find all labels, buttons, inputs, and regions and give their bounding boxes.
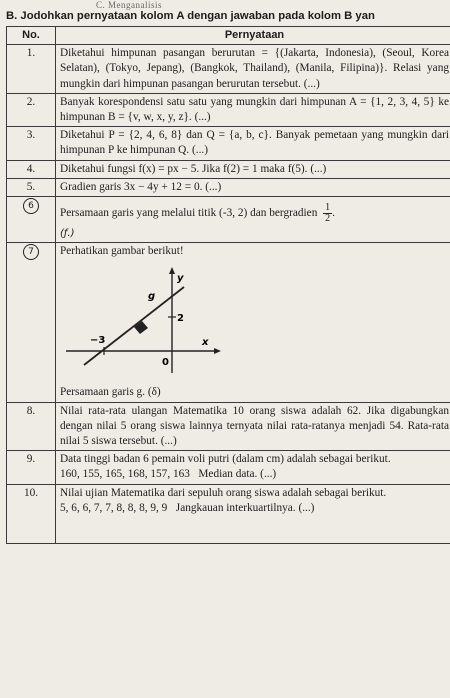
item-question: Persamaan garis g. (δ) — [60, 386, 161, 399]
header-no: No. — [7, 27, 56, 45]
fraction-numerator: 1 — [325, 202, 331, 214]
item-statement-tail: . — [332, 207, 335, 220]
origin-label: 0 — [162, 357, 169, 369]
item-data: 5, 6, 6, 7, 7, 8, 8, 8, 9, 9 Jangkauan interkuartilnya. (...) — [60, 501, 315, 514]
line-marker — [134, 321, 148, 334]
item-statement — [56, 243, 450, 402]
blank-space — [60, 516, 449, 542]
table-row — [7, 451, 450, 484]
item-number: 3. — [7, 127, 56, 160]
table-row — [7, 243, 450, 402]
item-statement: Diketahui fungsi f(x) = px − 5. Jika f(2) = 1 maka f(5). (...) — [56, 160, 450, 178]
item-number: 1. — [7, 45, 56, 94]
y-axis-label: y — [177, 273, 184, 285]
y-tick-label: 2 — [177, 313, 184, 325]
item-number: 9. — [7, 451, 56, 484]
item-statement — [56, 197, 450, 243]
fraction — [323, 203, 332, 224]
item-number: 2. — [7, 93, 56, 126]
table-row — [7, 45, 450, 94]
fraction-denominator: 2 — [325, 213, 331, 225]
x-axis-label: x — [202, 337, 209, 349]
item-data: 160, 155, 165, 168, 157, 163 Median data. (...) — [60, 468, 277, 481]
item-statement: Banyak korespondensi satu satu yang mungkin dari himpunan A = {1, 2, 3, 4, 5} ke himpunan B = {v, w, x, y, z}. (...) — [56, 93, 450, 126]
item-number: 8. — [7, 402, 56, 451]
line-g — [84, 287, 184, 365]
table-row — [7, 402, 450, 451]
header-statement: Pernyataan — [56, 27, 450, 45]
item-statement-text: Nilai ujian Matematika dari sepuluh orang siswa adalah sebagai berikut. — [60, 486, 387, 499]
table-row — [7, 178, 450, 196]
table-row — [7, 93, 450, 126]
item-statement: Gradien garis 3x − 4y + 12 = 0. (...) — [56, 178, 450, 196]
x-tick-label: −3 — [90, 335, 106, 347]
item-number-circled — [7, 197, 56, 243]
matching-table — [6, 26, 450, 544]
item-statement: Diketahui himpunan pasangan berurutan = {(Jakarta, Indonesia), (Seoul, Korea Selatan), (Tokyo, Jepang), (Bangkok, Thailand), (Manila, Filipina)}. Relasi yang mungkin dari himpunan pasangan berurutan tersebut. (...) — [56, 45, 450, 94]
table-header-row — [7, 27, 450, 45]
section-title: B. Jodohkan pernyataan kolom A dengan jawaban pada kolom B yan — [6, 10, 375, 22]
line-graph — [66, 265, 226, 383]
item-statement — [56, 484, 450, 543]
item-number-circled — [7, 243, 56, 402]
handwritten-answer: (ƒ.) — [60, 228, 75, 240]
x-axis-arrow-icon — [214, 348, 221, 354]
table-row — [7, 197, 450, 243]
table-row — [7, 127, 450, 160]
item-statement — [56, 451, 450, 484]
item-statement-text: Data tinggi badan 6 pemain voli putri (dalam cm) adalah sebagai berikut. — [60, 453, 391, 466]
y-axis-arrow-icon — [169, 267, 175, 274]
table-row — [7, 484, 450, 543]
circled-number: 6 — [23, 198, 39, 214]
item-number: 4. — [7, 160, 56, 178]
item-statement: Diketahui P = {2, 4, 6, 8} dan Q = {a, b, c}. Banyak pemetaan yang mungkin dari himpunan P ke himpunan Q. (...) — [56, 127, 450, 160]
item-number: 5. — [7, 178, 56, 196]
item-number: 10. — [7, 484, 56, 543]
line-label-g: g — [148, 291, 156, 303]
cut-off-header: C. Menganalisis — [96, 0, 162, 10]
circled-number: 7 — [23, 244, 39, 260]
item-statement: Nilai rata-rata ulangan Matematika 10 orang siswa adalah 62. Jika digabungkan dengan nilai 5 orang siswa lainnya ternyata nilai rata-ratanya menjadi 54. Rata-rata nilai 5 siswa tersebut. (...) — [56, 402, 450, 451]
item-statement-text: Perhatikan gambar berikut! — [60, 245, 184, 258]
table-row — [7, 160, 450, 178]
item-statement-text: Persamaan garis yang melalui titik (-3, 2) dan bergradien — [60, 207, 318, 220]
